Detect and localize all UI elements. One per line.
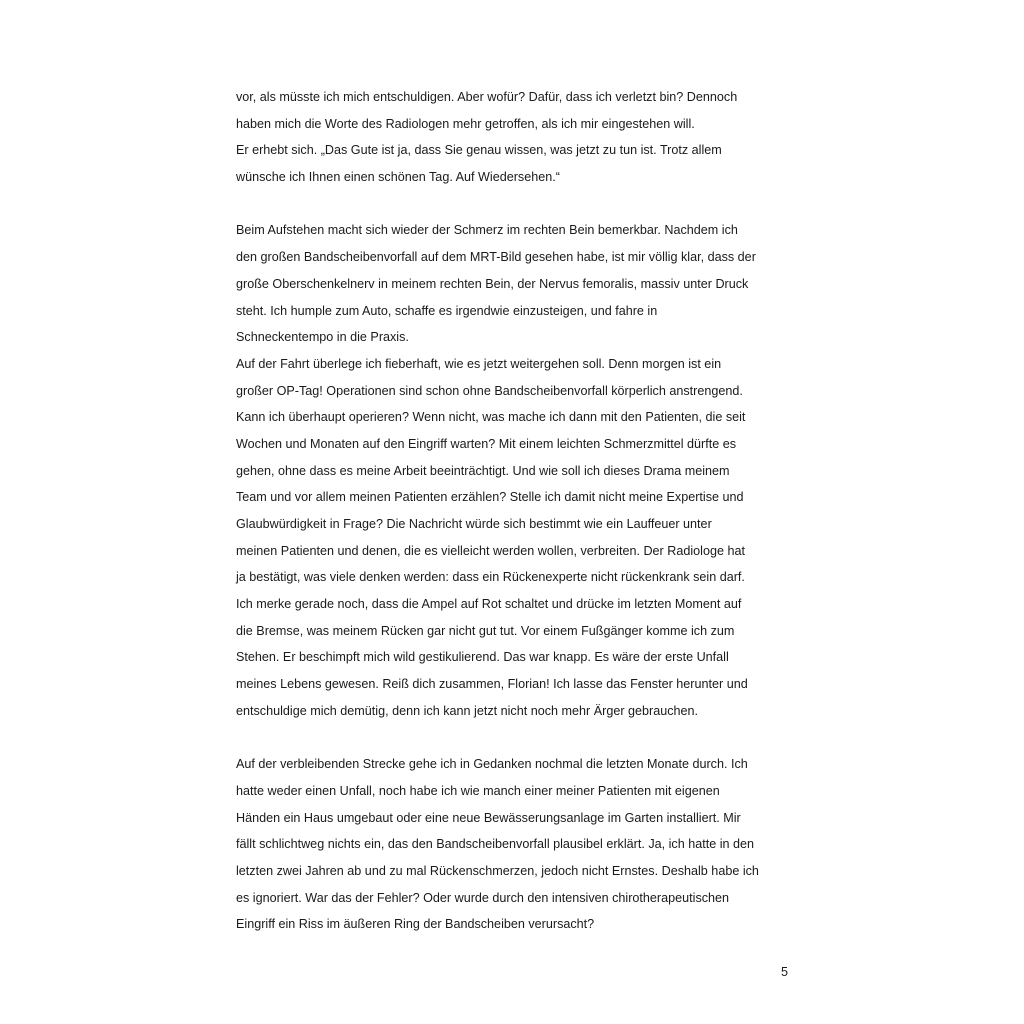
text-line: haben mich die Worte des Radiologen mehr getroffen, als ich mir eingestehen will. — [236, 116, 695, 131]
text-line: große Oberschenkelnerv in meinem rechten Bein, der Nervus femoralis, massiv unter Druck — [236, 276, 749, 291]
text-line: vor, als müsste ich mich entschuldigen. Aber wofür? Dafür, dass ich verletzt bin? Dennoch — [236, 90, 738, 104]
page-number: 5 — [780, 965, 788, 979]
text-line: Beim Aufstehen macht sich wieder der Schmerz im rechten Bein bemerkbar. Nachdem ich — [236, 223, 738, 238]
text-line: Wochen und Monaten auf den Eingriff warten? Mit einem leichten Schmerzmittel dürfte es — [236, 436, 737, 451]
blank-line — [236, 191, 796, 218]
text-line: Stehen. Er beschimpft mich wild gestikulierend. Das war knapp. Es wäre der erste Unfall — [236, 650, 729, 665]
text-line: meinen Patienten und denen, die es vielleicht werden wollen, verbreiten. Der Radiologe hat — [236, 543, 745, 558]
body-text — [236, 84, 796, 938]
text-line: die Bremse, was meinem Rücken gar nicht gut tut. Vor einem Fußgänger komme ich zum — [236, 623, 735, 638]
text-line: hatte weder einen Unfall, noch habe ich wie manch einer meiner Patienten mit eigenen — [236, 783, 720, 798]
text-line: fällt schlichtweg nichts ein, das den Bandscheibenvorfall plausibel erklärt. Ja, ich hatte in den — [236, 837, 755, 852]
text-line: wünsche ich Ihnen einen schönen Tag. Auf Wiedersehen.“ — [236, 170, 560, 185]
text-line: großer OP-Tag! Operationen sind schon ohne Bandscheibenvorfall körperlich anstrengend. — [236, 383, 743, 398]
text-line: ja bestätigt, was viele denken werden: dass ein Rückenexperte nicht rückenkrank sein darf. — [236, 570, 745, 585]
text-line: entschuldige mich demütig, denn ich kann jetzt nicht noch mehr Ärger gebrauchen. — [236, 703, 699, 718]
text-line: Ich merke gerade noch, dass die Ampel auf Rot schaltet und drücke im letzten Moment auf — [236, 597, 742, 612]
text-line: den großen Bandscheibenvorfall auf dem MRT-Bild gesehen habe, ist mir völlig klar, dass der — [236, 250, 756, 265]
text-line: Händen ein Haus umgebaut oder eine neue Bewässerungsanlage im Garten installiert. Mir — [236, 810, 741, 825]
text-line: Eingriff ein Riss im äußeren Ring der Bandscheiben verursacht? — [236, 917, 595, 932]
text-line: Kann ich überhaupt operieren? Wenn nicht, was mache ich dann mit den Patienten, die seit — [236, 410, 746, 425]
text-line: Auf der Fahrt überlege ich fieberhaft, wie es jetzt weitergehen soll. Denn morgen ist ein — [236, 356, 722, 371]
text-line: Er erhebt sich. „Das Gute ist ja, dass Sie genau wissen, was jetzt zu tun ist. Trotz allem — [236, 143, 722, 158]
text-line: Glaubwürdigkeit in Frage? Die Nachricht würde sich bestimmt wie ein Lauffeuer unter — [236, 517, 712, 531]
text-line: letzten zwei Jahren ab und zu mal Rückenschmerzen, jedoch nicht Ernstes. Deshalb habe ich — [236, 863, 759, 878]
text-line: meines Lebens gewesen. Reiß dich zusammen, Florian! Ich lasse das Fenster herunter und — [236, 677, 748, 692]
text-line: Auf der verbleibenden Strecke gehe ich in Gedanken nochmal die letzten Monate durch. Ich — [236, 757, 748, 772]
blank-line — [236, 725, 796, 752]
text-line: Team und vor allem meinen Patienten erzählen? Stelle ich damit nicht meine Expertise und — [236, 490, 744, 505]
text-line: gehen, ohne dass es meine Arbeit beeinträchtigt. Und wie soll ich dieses Drama meinem — [236, 463, 730, 478]
text-line: Schneckentempo in die Praxis. — [236, 330, 409, 345]
text-line: steht. Ich humple zum Auto, schaffe es irgendwie einzusteigen, und fahre in — [236, 303, 658, 318]
text-line: es ignoriert. War das der Fehler? Oder wurde durch den intensiven chirotherapeutischen — [236, 890, 730, 905]
